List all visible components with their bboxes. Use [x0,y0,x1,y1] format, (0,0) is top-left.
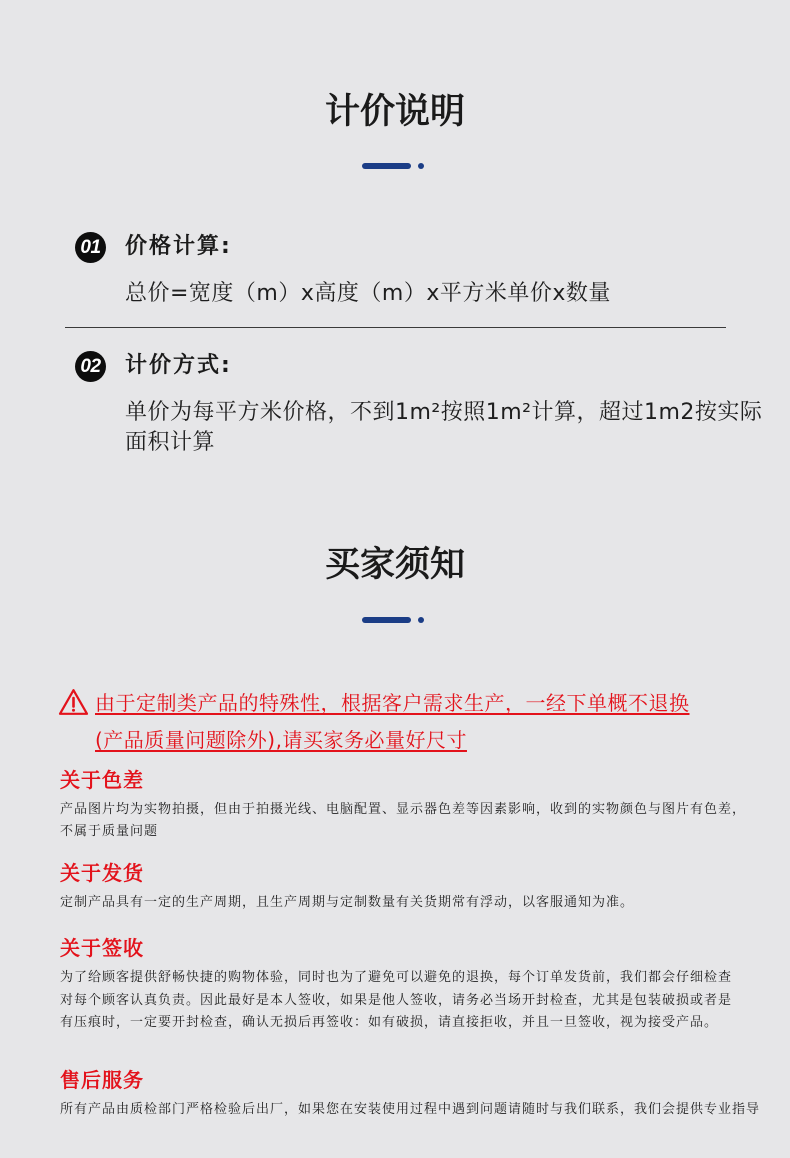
text-line: 面积计算 [125,430,216,455]
text-line: 对每个顾客认真负责。因此最好是本人签收，如果是他人签收，请务必当场开封检查，尤其是包装破损或者是 [60,992,733,1008]
warning-triangle-icon [58,688,89,716]
warning-text-line: 由于定制类产品的特殊性，根据客户需求生产，一经下单概不退换 [95,691,690,715]
pricing-title: 计价说明 [324,92,465,132]
shipping-heading: 关于发货 [60,861,144,885]
text-line: 有压痕时，一定要开封检查，确认无损后再签收：如有破损，请直接拒收，并且一旦签收，视为接受产品。 [60,1015,719,1030]
horizontal-divider [65,327,726,328]
divider-bar [362,163,411,169]
text-line: 总价=宽度（m）x高度（m）x平方米单价x数量 [125,281,611,306]
receipt-heading: 关于签收 [60,936,144,960]
title-divider-decoration [0,617,790,624]
warning-text-line: (产品质量问题除外),请买家务必量好尺寸 [95,728,467,752]
title-divider-decoration [0,163,790,170]
text-line: 产品图片均为实物拍摄，但由于拍摄光线、电脑配置、显示器色差等因素影响，收到的实物颜色与图片有色差， [60,802,747,817]
pricing-method-label: 计价方式: [125,353,232,378]
text-line: 所有产品由质检部门严格检验后出厂，如果您在安装使用过程中遇到问题请随时与我们联系，我们会提供专业指导 [60,1102,761,1117]
color-difference-text [60,799,772,843]
text-line: 单价为每平方米价格，不到1m²按照1m²计算，超过1m2按实际 [125,400,763,425]
price-calculation-text [125,279,770,309]
price-calculation-label: 价格计算: [125,234,232,259]
text-line: 定制产品具有一定的生产周期，且生产周期与定制数量有关货期常有浮动，以客服通知为准。 [60,895,635,910]
divider-dot [418,617,424,623]
divider-dot [418,163,424,169]
shipping-text [60,892,772,914]
item-number-badge: 01 [75,232,106,263]
divider-bar [362,617,411,623]
notice-title: 买家须知 [324,545,465,585]
item-number-badge: 02 [75,351,106,382]
after-sales-text [60,1099,772,1121]
receipt-text [60,967,772,1035]
text-line: 不属于质量问题 [60,824,159,839]
text-line: 为了给顾客提供舒畅快捷的购物体验，同时也为了避免可以避免的退换，每个订单发货前，我们都会仔细检查 [60,970,733,985]
after-sales-heading: 售后服务 [60,1068,144,1092]
pricing-method-text [125,398,770,458]
color-difference-heading: 关于色差 [60,768,144,792]
